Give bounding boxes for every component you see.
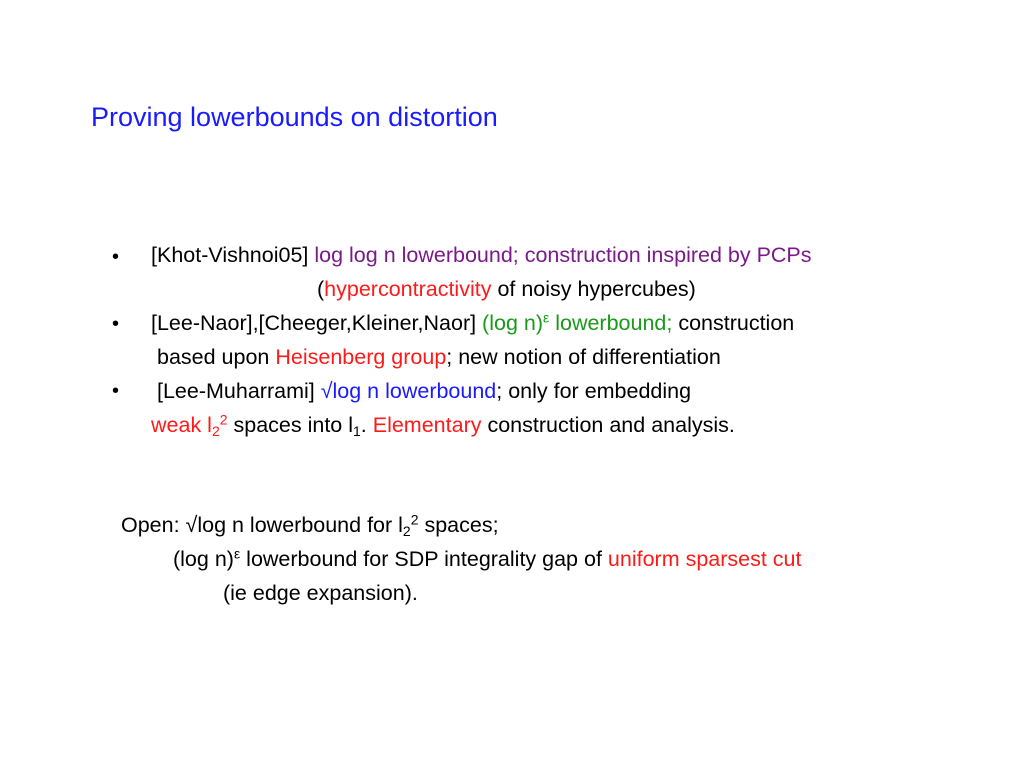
- bullet-dot-icon: •: [112, 246, 120, 268]
- khot-vishnoi-result: log log n lowerbound; construction inspired by PCPs: [314, 243, 812, 267]
- ref-khot-vishnoi: [Khot-Vishnoi05]: [151, 243, 315, 267]
- ref-lee-muharrami: [Lee-Muharrami]: [157, 379, 321, 403]
- lee-naor-result: (log n)$^\varepsilon$ lowerbound;: [482, 309, 673, 335]
- bullet-3-line-1: [Lee-Muharrami] √log n lowerbound; only for embedding: [157, 379, 692, 403]
- open-line-1: Open: √log n lowerbound for $l_2^2$ spaces;: [121, 511, 499, 540]
- open-line-2: (log n)$^\varepsilon$ lowerbound for SDP integrality gap of uniform sparsest cut: [173, 545, 802, 571]
- bullet-dot-icon: •: [112, 313, 120, 335]
- hypercontractivity-term: hypercontractivity: [324, 277, 492, 301]
- uniform-sparsest-cut-term: uniform sparsest cut: [607, 547, 802, 571]
- ref-lee-naor: [Lee-Naor],[Cheeger,Kleiner,Naor]: [151, 311, 483, 335]
- weak-l2-term: weak $l_2^2$: [151, 411, 228, 440]
- heisenberg-group-term: Heisenberg group: [275, 345, 447, 369]
- bullet-dot-icon: •: [112, 380, 120, 402]
- bullet-1-line-2: (hypercontractivity of noisy hypercubes): [317, 277, 696, 301]
- bullet-1-line-1: [151, 242, 812, 268]
- bullet-2-line-1: [Lee-Naor],[Cheeger,Kleiner,Naor] (log n)$^\varepsilon$ lowerbound; construction: [151, 309, 795, 335]
- bullet-2-line-2: based upon Heisenberg group; new notion of differentiation: [157, 345, 721, 369]
- slide-title: Proving lowerbounds on distortion: [91, 102, 498, 132]
- elementary-term: Elementary: [372, 413, 482, 437]
- bullet-3-line-2: weak $l_2^2$ spaces into $l_1$. Elementary construction and analysis.: [151, 411, 735, 440]
- lee-muharrami-result: √log n lowerbound: [320, 379, 497, 403]
- open-line-3: (ie edge expansion).: [223, 581, 418, 605]
